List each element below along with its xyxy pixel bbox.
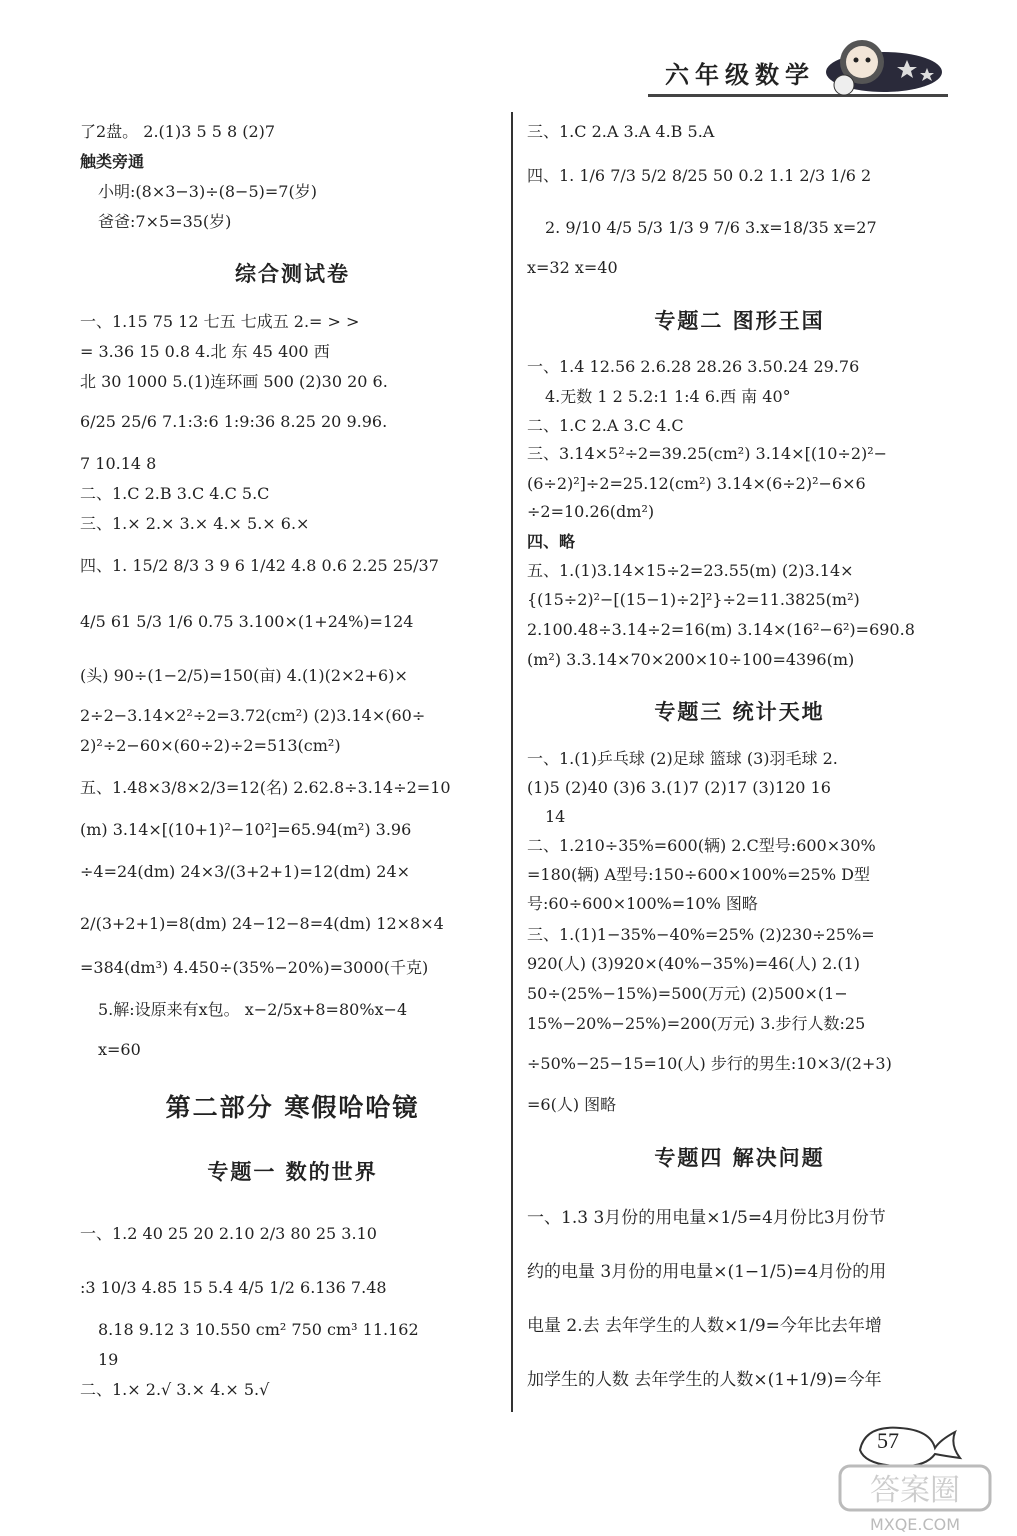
answer-line: 三、1.C 2.A 3.A 4.B 5.A	[527, 122, 715, 141]
answer-line: (m) 3.14×[(10+1)²−10²]=65.94(m²) 3.96	[80, 820, 412, 839]
answer-line: (m²) 3.3.14×70×200×10÷100=4396(m)	[527, 650, 855, 669]
answer-line: 2÷2−3.14×2²÷2=3.72(cm²) (2)3.14×(60÷	[80, 706, 426, 725]
book-title: 六年级数学	[665, 60, 815, 89]
column-divider	[511, 112, 513, 1412]
answer-line: 4/5 61 5/3 1/6 0.75 3.100×(1+24%)=124	[80, 612, 414, 631]
answer-line: 爸爸:7×5=35(岁)	[98, 212, 232, 231]
answer-line: ÷50%−25−15=10(人) 步行的男生:10×3/(2+3)	[527, 1054, 892, 1073]
answer-line: 一、1.(1)乒乓球 (2)足球 篮球 (3)羽毛球 2.	[527, 749, 838, 768]
answer-line: 5.解:设原来有x包。 x−2/5x+8=80%x−4	[98, 1000, 408, 1019]
answer-line: 二、1.× 2.√ 3.× 4.× 5.√	[80, 1380, 270, 1399]
answer-line: 四、1. 15/2 8/3 3 9 6 1/42 4.8 0.6 2.25 25/37	[80, 556, 439, 575]
answer-line: (头) 90÷(1−2/5)=150(亩) 4.(1)(2×2+6)×	[80, 666, 408, 685]
answer-line: x=32 x=40	[527, 258, 618, 277]
answer-line: 4.无数 1 2 5.2:1 1:4 6.西 南 40°	[545, 387, 791, 406]
section-heading: 专题三 统计天地	[654, 700, 825, 724]
answer-line: 920(人) (3)920×(40%−35%)=46(人) 2.(1)	[527, 954, 861, 973]
section-heading: 专题一 数的世界	[207, 1160, 378, 1184]
answer-line: 二、1.C 2.B 3.C 4.C 5.C	[80, 484, 270, 503]
answer-line: 五、1.48×3/8×2/3=12(名) 2.62.8÷3.14÷2=10	[80, 778, 451, 797]
answer-line: 了2盘。 2.(1)3 5 5 8 (2)7	[80, 122, 276, 141]
part-heading: 第二部分 寒假哈哈镜	[165, 1093, 420, 1122]
answer-line: 三、1.(1)1−35%−40%=25% (2)230÷25%=	[527, 925, 875, 944]
answer-line: 7 10.14 8	[80, 454, 157, 473]
answer-line: 2. 9/10 4/5 5/3 1/3 9 7/6 3.x=18/35 x=27	[545, 218, 877, 237]
answer-line: 14	[545, 807, 566, 826]
astronaut-mascot-icon	[822, 30, 947, 109]
answer-line: x=60	[98, 1040, 141, 1059]
answer-line: 8.18 9.12 3 10.550 cm² 750 cm³ 11.162	[98, 1320, 419, 1339]
answer-line: 2/(3+2+1)=8(dm) 24−12−8=4(dm) 12×8×4	[80, 914, 444, 933]
answer-line: ÷4=24(dm) 24×3/(3+2+1)=12(dm) 24×	[80, 862, 411, 881]
page-number: 57	[877, 1428, 899, 1453]
svg-text:MXQE.COM: MXQE.COM	[869, 1515, 961, 1534]
answer-line: =180(辆) A型号:150÷600×100%=25% D型	[527, 865, 870, 884]
answer-line: 15%−20%−25%)=200(万元) 3.步行人数:25	[527, 1014, 866, 1033]
answer-line: 北 30 1000 5.(1)连环画 500 (2)30 20 6.	[80, 372, 388, 391]
answer-line: =6(人) 图略	[527, 1095, 617, 1114]
answer-line: 二、1.210÷35%=600(辆) 2.C型号:600×30%	[527, 836, 876, 855]
answer-line: {(15÷2)²−[(15−1)÷2]²}÷2=11.3825(m²)	[527, 590, 860, 609]
answer-line: 一、1.4 12.56 2.6.28 28.26 3.50.24 29.76	[527, 357, 860, 376]
answer-line: 一、1.15 75 12 七五 七成五 2.= > >	[80, 312, 360, 331]
answer-line: 三、1.× 2.× 3.× 4.× 5.× 6.×	[80, 514, 310, 533]
section-heading: 综合测试卷	[235, 262, 350, 286]
svg-text:答案圈: 答案圈	[870, 1473, 960, 1508]
watermark-logo	[835, 1458, 995, 1536]
answer-line: :3 10/3 4.85 15 5.4 4/5 1/2 6.136 7.48	[80, 1278, 387, 1297]
answer-line: (1)5 (2)40 (3)6 3.(1)7 (2)17 (3)120 16	[527, 778, 831, 797]
answer-line: 约的电量 3月份的用电量×(1−1/5)=4月份的用	[527, 1262, 887, 1282]
answer-line: =384(dm³) 4.450÷(35%−20%)=3000(千克)	[80, 958, 429, 977]
answer-line: 2)²÷2−60×(60÷2)÷2=513(cm²)	[80, 736, 341, 755]
section-heading: 专题四 解决问题	[654, 1146, 825, 1170]
answer-line: = 3.36 15 0.8 4.北 东 45 400 西	[80, 342, 330, 361]
answer-line: 电量 2.去 去年学生的人数×1/9=今年比去年增	[527, 1316, 882, 1336]
answer-line: 二、1.C 2.A 3.C 4.C	[527, 416, 684, 435]
section-heading: 专题二 图形王国	[654, 309, 825, 333]
answer-line: 三、3.14×5²÷2=39.25(cm²) 3.14×[(10÷2)²−	[527, 444, 888, 463]
answer-line: 2.100.48÷3.14÷2=16(m) 3.14×(16²−6²)=690.8	[527, 620, 915, 639]
answer-line: 五、1.(1)3.14×15÷2=23.55(m) (2)3.14×	[527, 561, 854, 580]
answer-line: (6÷2)²]÷2=25.12(cm²) 3.14×(6÷2)²−6×6	[527, 474, 866, 493]
answer-line: ÷2=10.26(dm²)	[527, 502, 655, 521]
answer-line: 6/25 25/6 7.1:3:6 1:9:36 8.25 20 9.96.	[80, 412, 388, 431]
answer-line: 50÷(25%−15%)=500(万元) (2)500×(1−	[527, 984, 848, 1003]
answer-line: 四、1. 1/6 7/3 5/2 8/25 50 0.2 1.1 2/3 1/6 2	[527, 166, 872, 185]
answer-line: 一、1.2 40 25 20 2.10 2/3 80 25 3.10	[80, 1224, 377, 1243]
answer-line: 19	[98, 1350, 119, 1369]
answer-line: 加学生的人数 去年学生的人数×(1+1/9)=今年	[527, 1370, 882, 1390]
answer-line: 一、1.3 3月份的用电量×1/5=4月份比3月份节	[527, 1208, 886, 1228]
answer-line: 四、略	[527, 532, 576, 551]
section-label: 触类旁通	[80, 152, 145, 171]
answer-line: 号:60÷600×100%=10% 图略	[527, 894, 758, 913]
answer-line: 小明:(8×3−3)÷(8−5)=7(岁)	[98, 182, 317, 201]
